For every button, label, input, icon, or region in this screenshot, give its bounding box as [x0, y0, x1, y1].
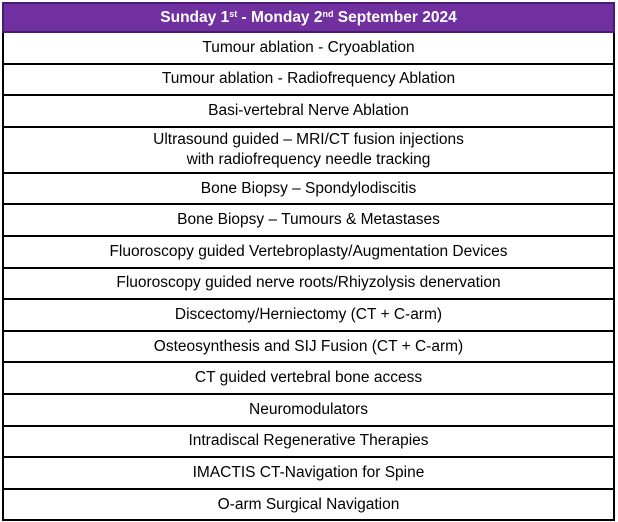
session-cell [3, 95, 614, 127]
session-title-line: Discectomy/Herniectomy (CT + C-arm) [174, 305, 443, 323]
day1-suffix: st [229, 8, 238, 19]
session-title-line: Neuromodulators [249, 400, 368, 418]
session-row [3, 95, 614, 127]
session-title-line: Bone Biopsy – Spondylodiscitis [200, 179, 417, 197]
session-row [3, 268, 614, 300]
session-row [3, 489, 614, 521]
session-row [3, 299, 614, 331]
session-cell [3, 331, 614, 363]
day2-text: Monday 2 [251, 8, 323, 26]
session-cell [3, 489, 614, 521]
session-cell [3, 362, 614, 394]
session-row [3, 127, 614, 173]
session-title-line: CT guided vertebral bone access [194, 369, 423, 387]
session-title-line: Tumour ablation - Cryoablation [202, 38, 415, 56]
session-row [3, 32, 614, 64]
date-separator: - [237, 8, 251, 26]
session-row [3, 236, 614, 268]
session-cell [3, 426, 614, 458]
session-title-line: IMACTIS CT-Navigation for Spine [192, 463, 425, 481]
schedule-table [2, 2, 615, 521]
session-cell [3, 173, 614, 205]
session-cell [3, 236, 614, 268]
session-title-line: Intradiscal Regenerative Therapies [188, 432, 429, 450]
session-title-line: with radiofrequency needle tracking [186, 150, 431, 168]
session-title-line: O-arm Surgical Navigation [217, 495, 400, 513]
session-row [3, 64, 614, 96]
date-header [3, 3, 614, 32]
session-title-line: Tumour ablation - Radiofrequency Ablation [161, 70, 456, 88]
day2-suffix: nd [322, 8, 334, 19]
month-year-text: September 2024 [333, 8, 457, 26]
session-cell [3, 127, 614, 173]
session-row [3, 457, 614, 489]
session-row [3, 204, 614, 236]
day1-text: Sunday 1 [160, 8, 230, 26]
session-cell [3, 299, 614, 331]
session-title-line: Osteosynthesis and SIJ Fusion (CT + C-arm) [153, 337, 464, 355]
session-list [3, 32, 614, 520]
session-cell [3, 457, 614, 489]
date-header-row [3, 3, 614, 32]
session-row [3, 331, 614, 363]
session-title-line: Bone Biopsy – Tumours & Metastases [177, 211, 440, 229]
session-row [3, 173, 614, 205]
session-row [3, 426, 614, 458]
session-cell [3, 268, 614, 300]
session-title-line: Fluoroscopy guided Vertebroplasty/Augmentation Devices [109, 242, 508, 260]
session-title-line: Ultrasound guided – MRI/CT fusion injections [153, 130, 464, 148]
session-title-line: Fluoroscopy guided nerve roots/Rhiyzolysis denervation [116, 274, 501, 292]
session-cell [3, 394, 614, 426]
session-title-line: Basi-vertebral Nerve Ablation [208, 101, 409, 119]
session-cell [3, 204, 614, 236]
session-cell [3, 64, 614, 96]
session-row [3, 362, 614, 394]
session-cell [3, 32, 614, 64]
session-row [3, 394, 614, 426]
